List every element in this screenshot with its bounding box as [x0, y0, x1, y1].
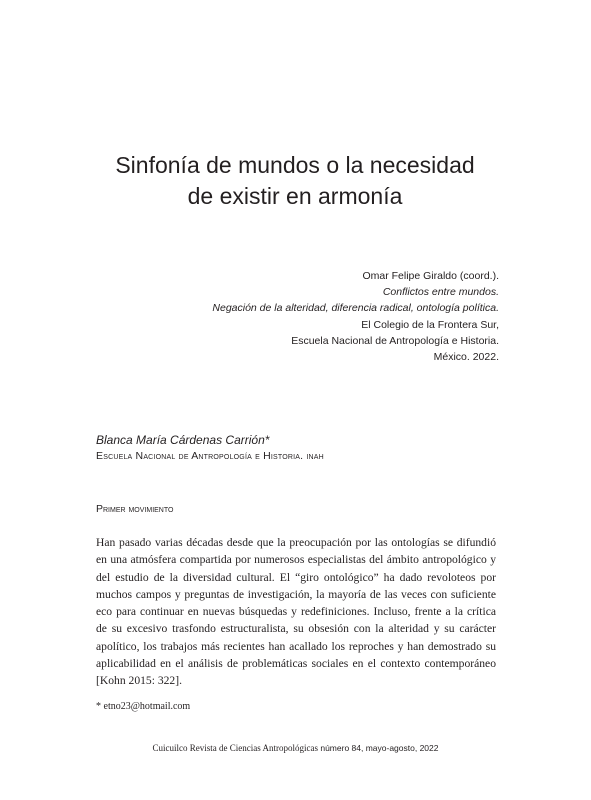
- section-heading: Primer movimiento: [96, 503, 174, 515]
- author-affiliation: Escuela Nacional de Antropología e Historia. inah: [96, 450, 324, 462]
- body-paragraph: Han pasado varias décadas desde que la preocupación por las ontologías se difundió en una atmósfera compartida por numerosos especialistas del ámbito antropológico y del estudio de la diversidad cultural. El “giro ontológico” ha dado revoloteos por muchos campos y preguntas de investigación, la mayoría de las veces con suficiente eco para continuar en nuevas búsquedas y redefiniciones. Incluso, frente a la crítica de su excesivo trasfondo estructuralista, su obsesión con la alteridad y su carácter apolítico, los trabajos más recientes han acallado los reproches y han demostrado su aplicabilidad en el análisis de problemáticas sociales en el contexto contemporáneo [Kohn 2015: 322].: [96, 536, 496, 688]
- author-block: [96, 432, 324, 464]
- reference-line-5: Escuela Nacional de Antropología e Historia.: [291, 334, 499, 347]
- author-name: Blanca María Cárdenas Carrión*: [96, 433, 270, 447]
- page-footer: [0, 743, 591, 753]
- reference-line-1: Omar Felipe Giraldo (coord.).: [362, 270, 499, 282]
- reference-line-2: Conflictos entre mundos.: [382, 286, 499, 299]
- footer-journal-name: Cuicuilco Revista de Ciencias Antropológicas: [152, 743, 318, 753]
- reference-line-6: México. 2022.: [433, 351, 499, 364]
- article-title: [60, 150, 530, 212]
- reference-line-3: Negación de la alteridad, diferencia radical, ontología política.: [212, 302, 499, 315]
- title-line-1: Sinfonía de mundos o la necesidad: [115, 152, 475, 178]
- footnote-email: * etno23@hotmail.com: [96, 701, 191, 712]
- reference-line-4: El Colegio de la Frontera Sur,: [361, 318, 499, 331]
- reviewed-book-reference: [212, 268, 499, 365]
- footer-issue: número 84, mayo-agosto, 2022: [317, 743, 439, 753]
- title-line-2: de existir en armonía: [187, 183, 403, 209]
